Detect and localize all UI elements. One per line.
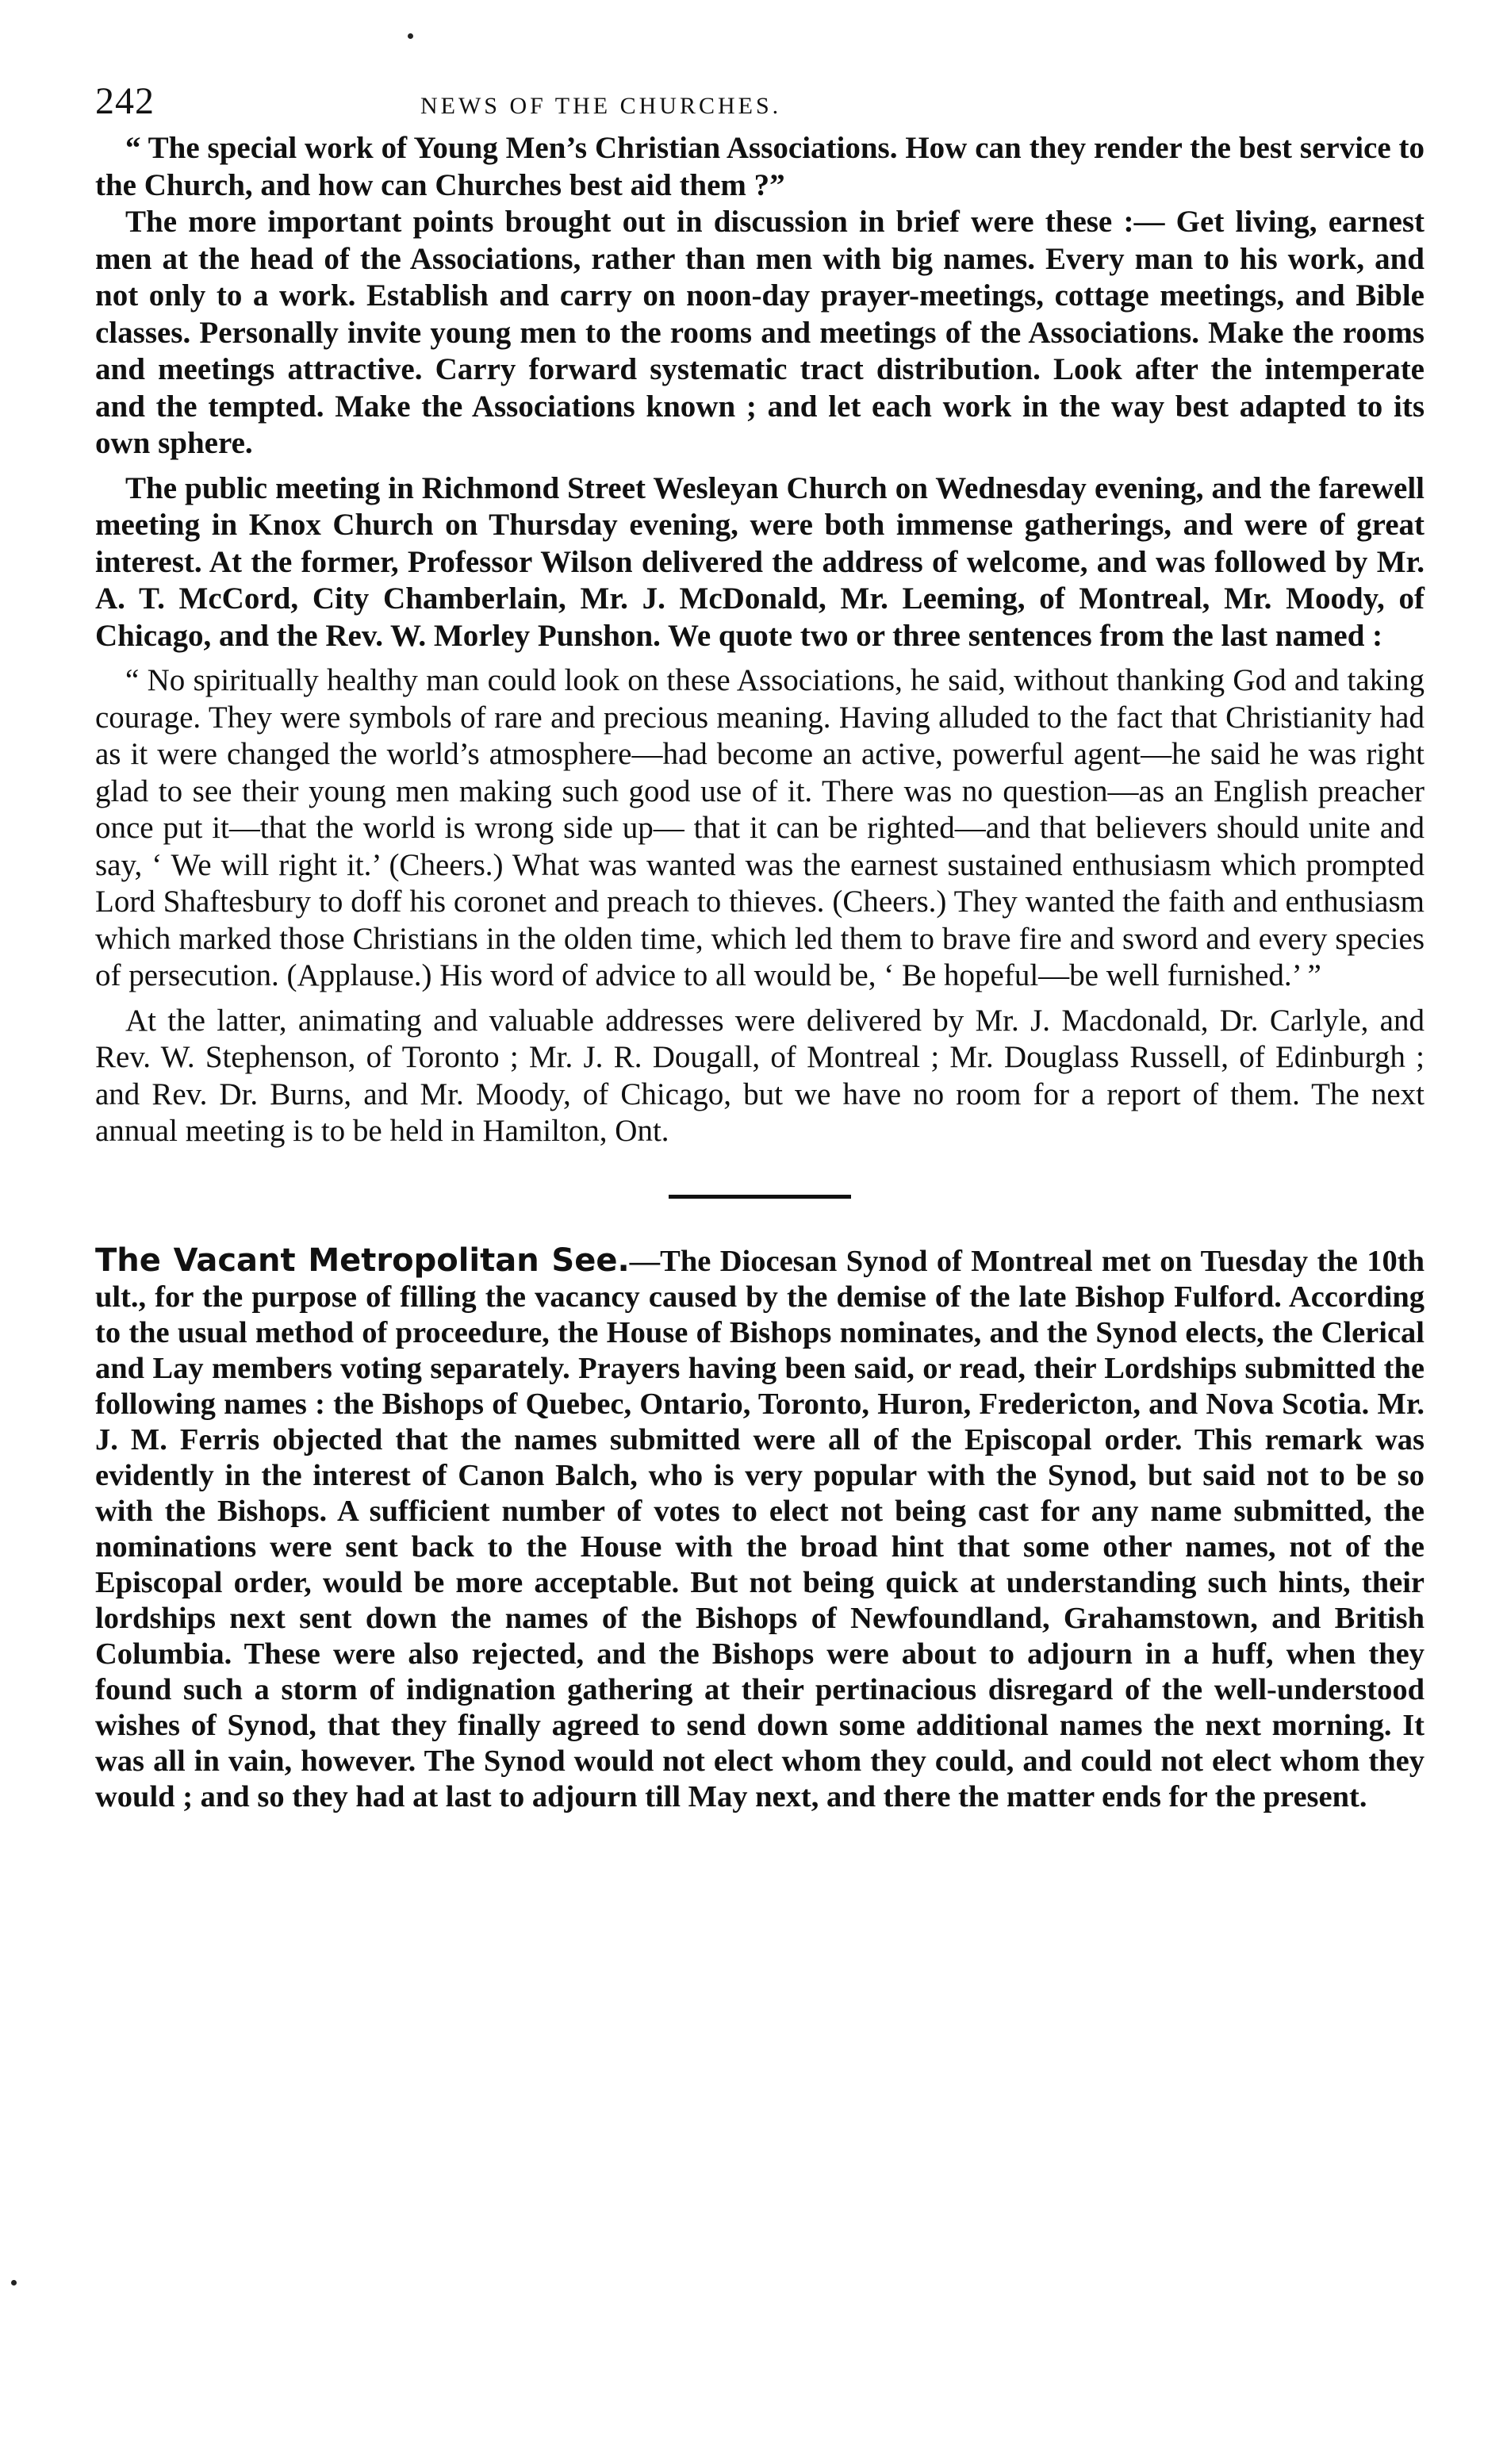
punshon-quote-paragraph: “ No spiritually healthy man could look on these Associations, he said, without thanking God and taking courage. They were symbols of rare and precious meaning. Having alluded to the fact that Christianity had as it were changed the world’s atmosphere—had become an active, powerful agent—he said he was right glad to see their young men making such good use of it. There was no question—as an English preacher once put it—that the world is wrong side up— that it can be righted—and that believers should unite and say, ‘ We will right it.’ (Cheers.) What was wanted was the earnest sustained enthusiasm which prompted Lord Shaftesbury to doff his coronet and preach to thieves. (Cheers.) They wanted the faith and enthusiasm which marked those Christians in the olden time, which led them to brave fire and sword and every species of persecution. (Applause.) His word of advice to all would be, ‘ Be hopeful—be well furnished.’ ” — [95, 663, 1425, 992]
stray-ink-mark-top — [408, 33, 413, 39]
section-divider — [669, 1195, 851, 1199]
latter-meeting-paragraph: At the latter, animating and valuable addresses were delivered by Mr. J. Macdonald, Dr. Carlyle, and Rev. W. Stephenson, of Toronto ; Mr. J. R. Dougall, of Montreal ; Mr. Douglass Russell, of Edinburgh ; and Rev. Dr. Burns, and Mr. Moody, of Chicago, but we have no room for a report of them. The next annual meeting is to be held in Hamilton, Ont. — [95, 1003, 1425, 1148]
running-title: NEWS OF THE CHURCHES. — [420, 93, 782, 119]
section-body: —The Diocesan Synod of Montreal met on Tuesday the 10th ult., for the purpose of filling the vacancy caused by the demise of the late Bishop Fulford. According to the usual method of proceedure, the House of Bishops nominates, and the Synod elects, the Clerical and Lay members voting separately. Prayers having been said, or read, their Lordships submitted the following names : the Bishops of Quebec, Ontario, Toronto, Huron, Fredericton, and Nova Scotia. Mr. J. M. Ferris objected that the names submitted were all of the Episcopal order. This remark was evidently in the interest of Canon Balch, who is very popular with the Synod, but said not to be so with the Bishops. A sufficient number of votes to elect not being cast for any name submitted, the nominations were sent back to the House with the broad hint that some other names, not of the Episcopal order, would be more acceptable. But not being quick at understanding such hints, their lordships next sent down the names of the Bishops of Newfoundland, Grahamstown, and British Columbia. These were also rejected, and the Bishops were about to adjourn in a huff, when they found such a storm of indignation gathering at their pertinacious disregard of the well-understood wishes of Synod, that they finally agreed to send down some additional names the next morning. It was all in vain, however. The Synod would not elect whom they could, and could not elect whom they would ; and so they had at last to adjourn till May next, and there the matter ends for the present. — [95, 1244, 1425, 1813]
topic-quote-paragraph: “ The special work of Young Men’s Christian Associations. How can they render the best service to the Church, and how can Churches best aid them ?” — [95, 131, 1425, 202]
section-title: The Vacant Metropolitan See. — [95, 1242, 630, 1279]
article-ymca-conference — [95, 130, 1425, 1150]
discussion-summary-paragraph: The more important points brought out in discussion in brief were these :— Get living, earnest men at the head of the Associations, rather than men with big names. Every man to his work, and not only to a work. Establish and carry on noon-day prayer-meetings, cottage meetings, and Bible classes. Personally invite young men to the rooms and meetings of the Associations. Make the rooms and meetings attractive. Carry forward systematic tract distribution. Look after the intemperate and the tempted. Make the Associations known ; and let each work in the way best adapted to its own sphere. — [95, 205, 1425, 460]
article-vacant-metropolitan-see — [95, 1243, 1425, 1815]
page-number: 242 — [95, 80, 155, 122]
stray-ink-mark-left — [11, 2280, 17, 2286]
running-head — [95, 79, 1425, 130]
public-meeting-paragraph: The public meeting in Richmond Street Wesleyan Church on Wednesday evening, and the farewell meeting in Knox Church on Thursday evening, were both immense gatherings, and were of great interest. At the former, Professor Wilson delivered the address of welcome, and was followed by Mr. A. T. McCord, City Chamberlain, Mr. J. McDonald, Mr. Leeming, of Montreal, Mr. Moody, of Chicago, and the Rev. W. Morley Punshon. We quote two or three sentences from the last named : — [95, 470, 1425, 653]
